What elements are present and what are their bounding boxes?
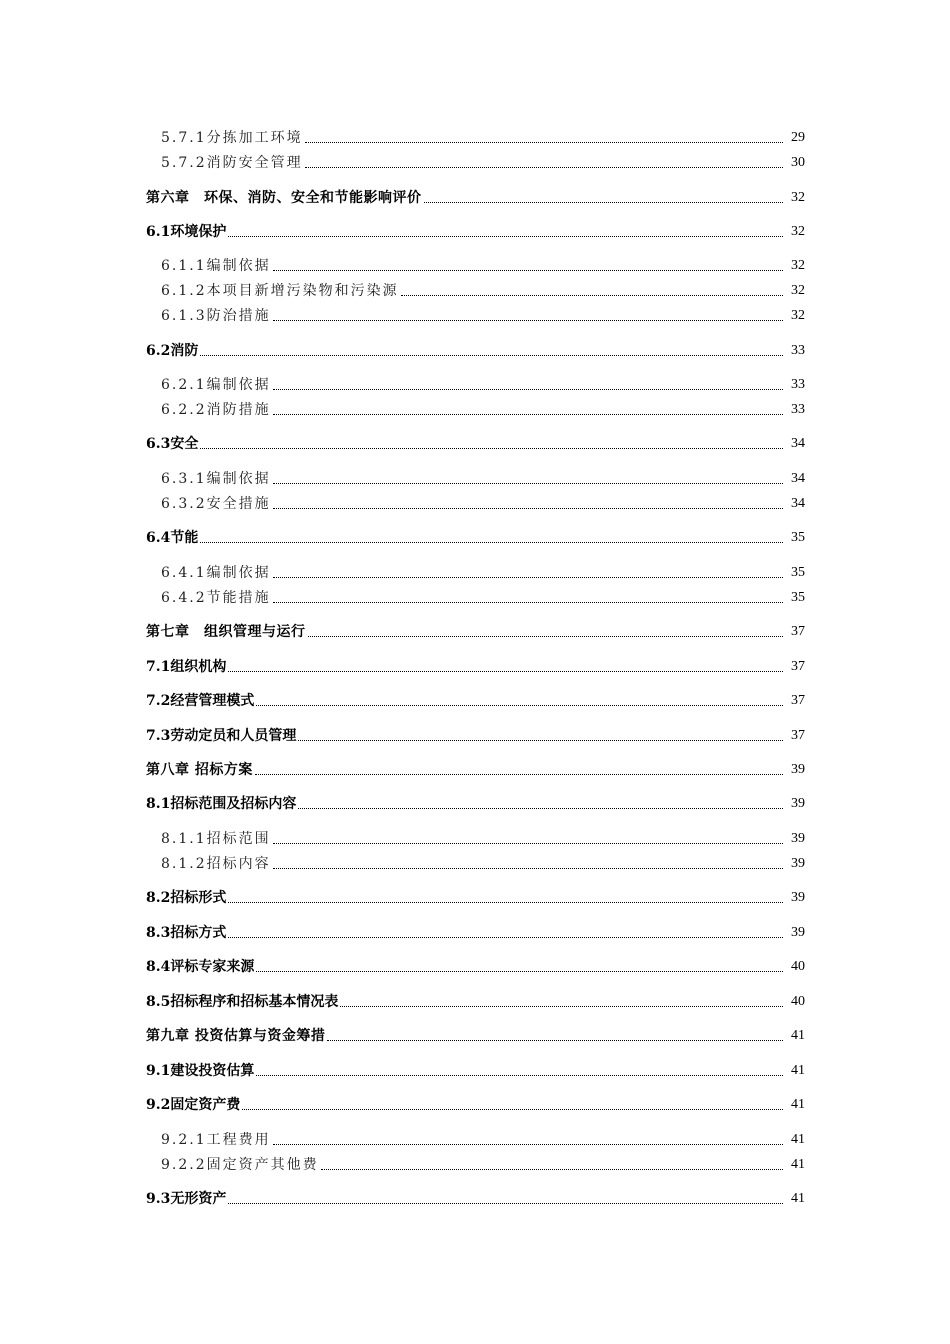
toc-entry[interactable]: [0, 467, 950, 487]
dot-leader: [256, 1072, 783, 1076]
toc-entry-title: 6.1.1编制依据: [161, 258, 271, 274]
toc-entry-title: 8.1.2招标内容: [161, 856, 271, 872]
toc-entry-title: 8.5招标程序和招标基本情况表: [146, 994, 339, 1010]
toc-entry-title: 6.3.1编制依据: [161, 471, 271, 487]
toc-entry[interactable]: [0, 886, 950, 906]
dot-leader: [340, 1003, 783, 1007]
toc-entry-title: 第六章 环保、消防、安全和节能影响评价: [146, 190, 422, 206]
toc-entry-page-number: 29: [791, 130, 805, 145]
toc-entry-title: 6.2.1编制依据: [161, 377, 271, 393]
toc-entry[interactable]: [0, 1024, 950, 1044]
toc-entry-title: 6.1.3防治措施: [161, 308, 271, 324]
dot-leader: [255, 771, 783, 775]
toc-entry-title: 8.2招标形式: [146, 890, 227, 906]
toc-entry[interactable]: [0, 561, 950, 581]
toc-entry-page-number: 35: [791, 565, 805, 580]
toc-entry-title: 6.3安全: [146, 436, 199, 452]
toc-entry-title: 6.4.1编制依据: [161, 565, 271, 581]
toc-entry-page-number: 35: [791, 590, 805, 605]
toc-entry[interactable]: [0, 220, 950, 240]
dot-leader: [305, 164, 783, 168]
dot-leader: [273, 574, 783, 578]
toc-entry-page-number: 41: [791, 1028, 805, 1043]
dot-leader: [273, 317, 783, 321]
toc-entry[interactable]: [0, 492, 950, 512]
toc-entry-page-number: 39: [791, 925, 805, 940]
toc-entry-title: 8.1招标范围及招标内容: [146, 796, 297, 812]
toc-entry-title: 6.1.2本项目新增污染物和污染源: [161, 283, 399, 299]
dot-leader: [228, 668, 783, 672]
toc-entry-title: 6.2消防: [146, 343, 199, 359]
toc-entry[interactable]: [0, 339, 950, 359]
toc-entry-page-number: 41: [791, 1063, 805, 1078]
toc-entry[interactable]: [0, 852, 950, 872]
toc-entry-title: 9.3无形资产: [146, 1191, 227, 1207]
toc-entry-page-number: 34: [791, 436, 805, 451]
toc-entry-title: 5.7.1分拣加工环境: [161, 130, 303, 146]
toc-entry-title: 8.3招标方式: [146, 925, 227, 941]
toc-entry-page-number: 41: [791, 1132, 805, 1147]
toc-entry-title: 9.1建设投资估算: [146, 1063, 255, 1079]
toc-entry[interactable]: [0, 1093, 950, 1113]
dot-leader: [273, 480, 783, 484]
toc-entry-title: 7.2经营管理模式: [146, 693, 255, 709]
dot-leader: [273, 1141, 783, 1145]
dot-leader: [327, 1037, 783, 1041]
toc-entry-title: 6.1环境保护: [146, 224, 227, 240]
dot-leader: [200, 539, 783, 543]
toc-entry-page-number: 39: [791, 762, 805, 777]
toc-entry-title: 第八章 招标方案: [146, 762, 253, 778]
toc-entry[interactable]: [0, 792, 950, 812]
toc-entry-page-number: 35: [791, 530, 805, 545]
toc-entry-page-number: 32: [791, 190, 805, 205]
dot-leader: [424, 199, 784, 203]
dot-leader: [228, 233, 783, 237]
toc-entry[interactable]: [0, 1187, 950, 1207]
toc-entry-title: 9.2.1工程费用: [161, 1132, 271, 1148]
dot-leader: [228, 899, 783, 903]
dot-leader: [200, 352, 783, 356]
toc-entry-title: 9.2.2固定资产其他费: [161, 1157, 319, 1173]
toc-entry-title: 6.3.2安全措施: [161, 496, 271, 512]
toc-entry-page-number: 40: [791, 959, 805, 974]
dot-leader: [256, 702, 783, 706]
toc-entry[interactable]: [0, 1059, 950, 1079]
toc-entry-title: 8.4评标专家来源: [146, 959, 255, 975]
toc-entry-page-number: 33: [791, 402, 805, 417]
toc-entry[interactable]: [0, 724, 950, 744]
toc-entry-page-number: 32: [791, 283, 805, 298]
toc-entry-title: 第九章 投资估算与资金筹措: [146, 1028, 326, 1044]
dot-leader: [305, 139, 783, 143]
dot-leader: [200, 445, 783, 449]
toc-entry-title: 5.7.2消防安全管理: [161, 155, 303, 171]
toc-entry[interactable]: [0, 586, 950, 606]
toc-entry[interactable]: [0, 990, 950, 1010]
toc-entry[interactable]: [0, 126, 950, 146]
toc-entry-page-number: 39: [791, 796, 805, 811]
toc-entry-page-number: 37: [791, 728, 805, 743]
dot-leader: [401, 292, 783, 296]
dot-leader: [321, 1166, 783, 1170]
dot-leader: [228, 1200, 783, 1204]
toc-entry-title: 7.3劳动定员和人员管理: [146, 728, 297, 744]
toc-entry-title: 第七章 组织管理与运行: [146, 624, 306, 640]
toc-entry-page-number: 32: [791, 258, 805, 273]
toc-entry-page-number: 33: [791, 377, 805, 392]
toc-entry[interactable]: [0, 186, 950, 206]
dot-leader: [298, 805, 783, 809]
toc-entry-page-number: 33: [791, 343, 805, 358]
toc-entry[interactable]: [0, 151, 950, 171]
dot-leader: [256, 968, 783, 972]
toc-entry-page-number: 37: [791, 693, 805, 708]
toc-entry-page-number: 41: [791, 1097, 805, 1112]
dot-leader: [242, 1106, 783, 1110]
toc-entry[interactable]: [0, 254, 950, 274]
toc-entry[interactable]: [0, 373, 950, 393]
dot-leader: [273, 505, 783, 509]
toc-entry[interactable]: [0, 689, 950, 709]
toc-entry-title: 6.4节能: [146, 530, 199, 546]
dot-leader: [273, 599, 783, 603]
toc-entry-page-number: 39: [791, 890, 805, 905]
toc-entry-title: 7.1组织机构: [146, 659, 227, 675]
dot-leader: [298, 737, 783, 741]
toc-entry-page-number: 40: [791, 994, 805, 1009]
toc-entry[interactable]: [0, 304, 950, 324]
toc-entry-page-number: 41: [791, 1191, 805, 1206]
toc-entry[interactable]: [0, 1128, 950, 1148]
toc-entry[interactable]: [0, 921, 950, 941]
toc-entry-page-number: 34: [791, 496, 805, 511]
toc-entry-page-number: 39: [791, 831, 805, 846]
dot-leader: [308, 633, 784, 637]
toc-entry[interactable]: [0, 758, 950, 778]
toc-entry[interactable]: [0, 1153, 950, 1173]
toc-entry[interactable]: [0, 279, 950, 299]
toc-entry[interactable]: [0, 398, 950, 418]
dot-leader: [273, 386, 783, 390]
toc-entry-page-number: 41: [791, 1157, 805, 1172]
toc-entry[interactable]: [0, 620, 950, 640]
toc-entry-page-number: 32: [791, 224, 805, 239]
dot-leader: [273, 411, 783, 415]
toc-entry[interactable]: [0, 827, 950, 847]
toc-entry-title: 6.2.2消防措施: [161, 402, 271, 418]
toc-entry-title: 9.2固定资产费: [146, 1097, 241, 1113]
toc-entry-page-number: 30: [791, 155, 805, 170]
dot-leader: [273, 267, 783, 271]
dot-leader: [228, 934, 783, 938]
dot-leader: [273, 865, 783, 869]
toc-entry-page-number: 37: [791, 624, 805, 639]
toc-entry-title: 6.4.2节能措施: [161, 590, 271, 606]
toc-entry-title: 8.1.1招标范围: [161, 831, 271, 847]
toc-entry-page-number: 37: [791, 659, 805, 674]
toc-entry[interactable]: [0, 432, 950, 452]
toc-entry[interactable]: [0, 655, 950, 675]
dot-leader: [273, 840, 783, 844]
toc-entry-page-number: 34: [791, 471, 805, 486]
toc-entry[interactable]: [0, 955, 950, 975]
toc-entry-page-number: 39: [791, 856, 805, 871]
toc-entry-page-number: 32: [791, 308, 805, 323]
toc-entry[interactable]: [0, 526, 950, 546]
